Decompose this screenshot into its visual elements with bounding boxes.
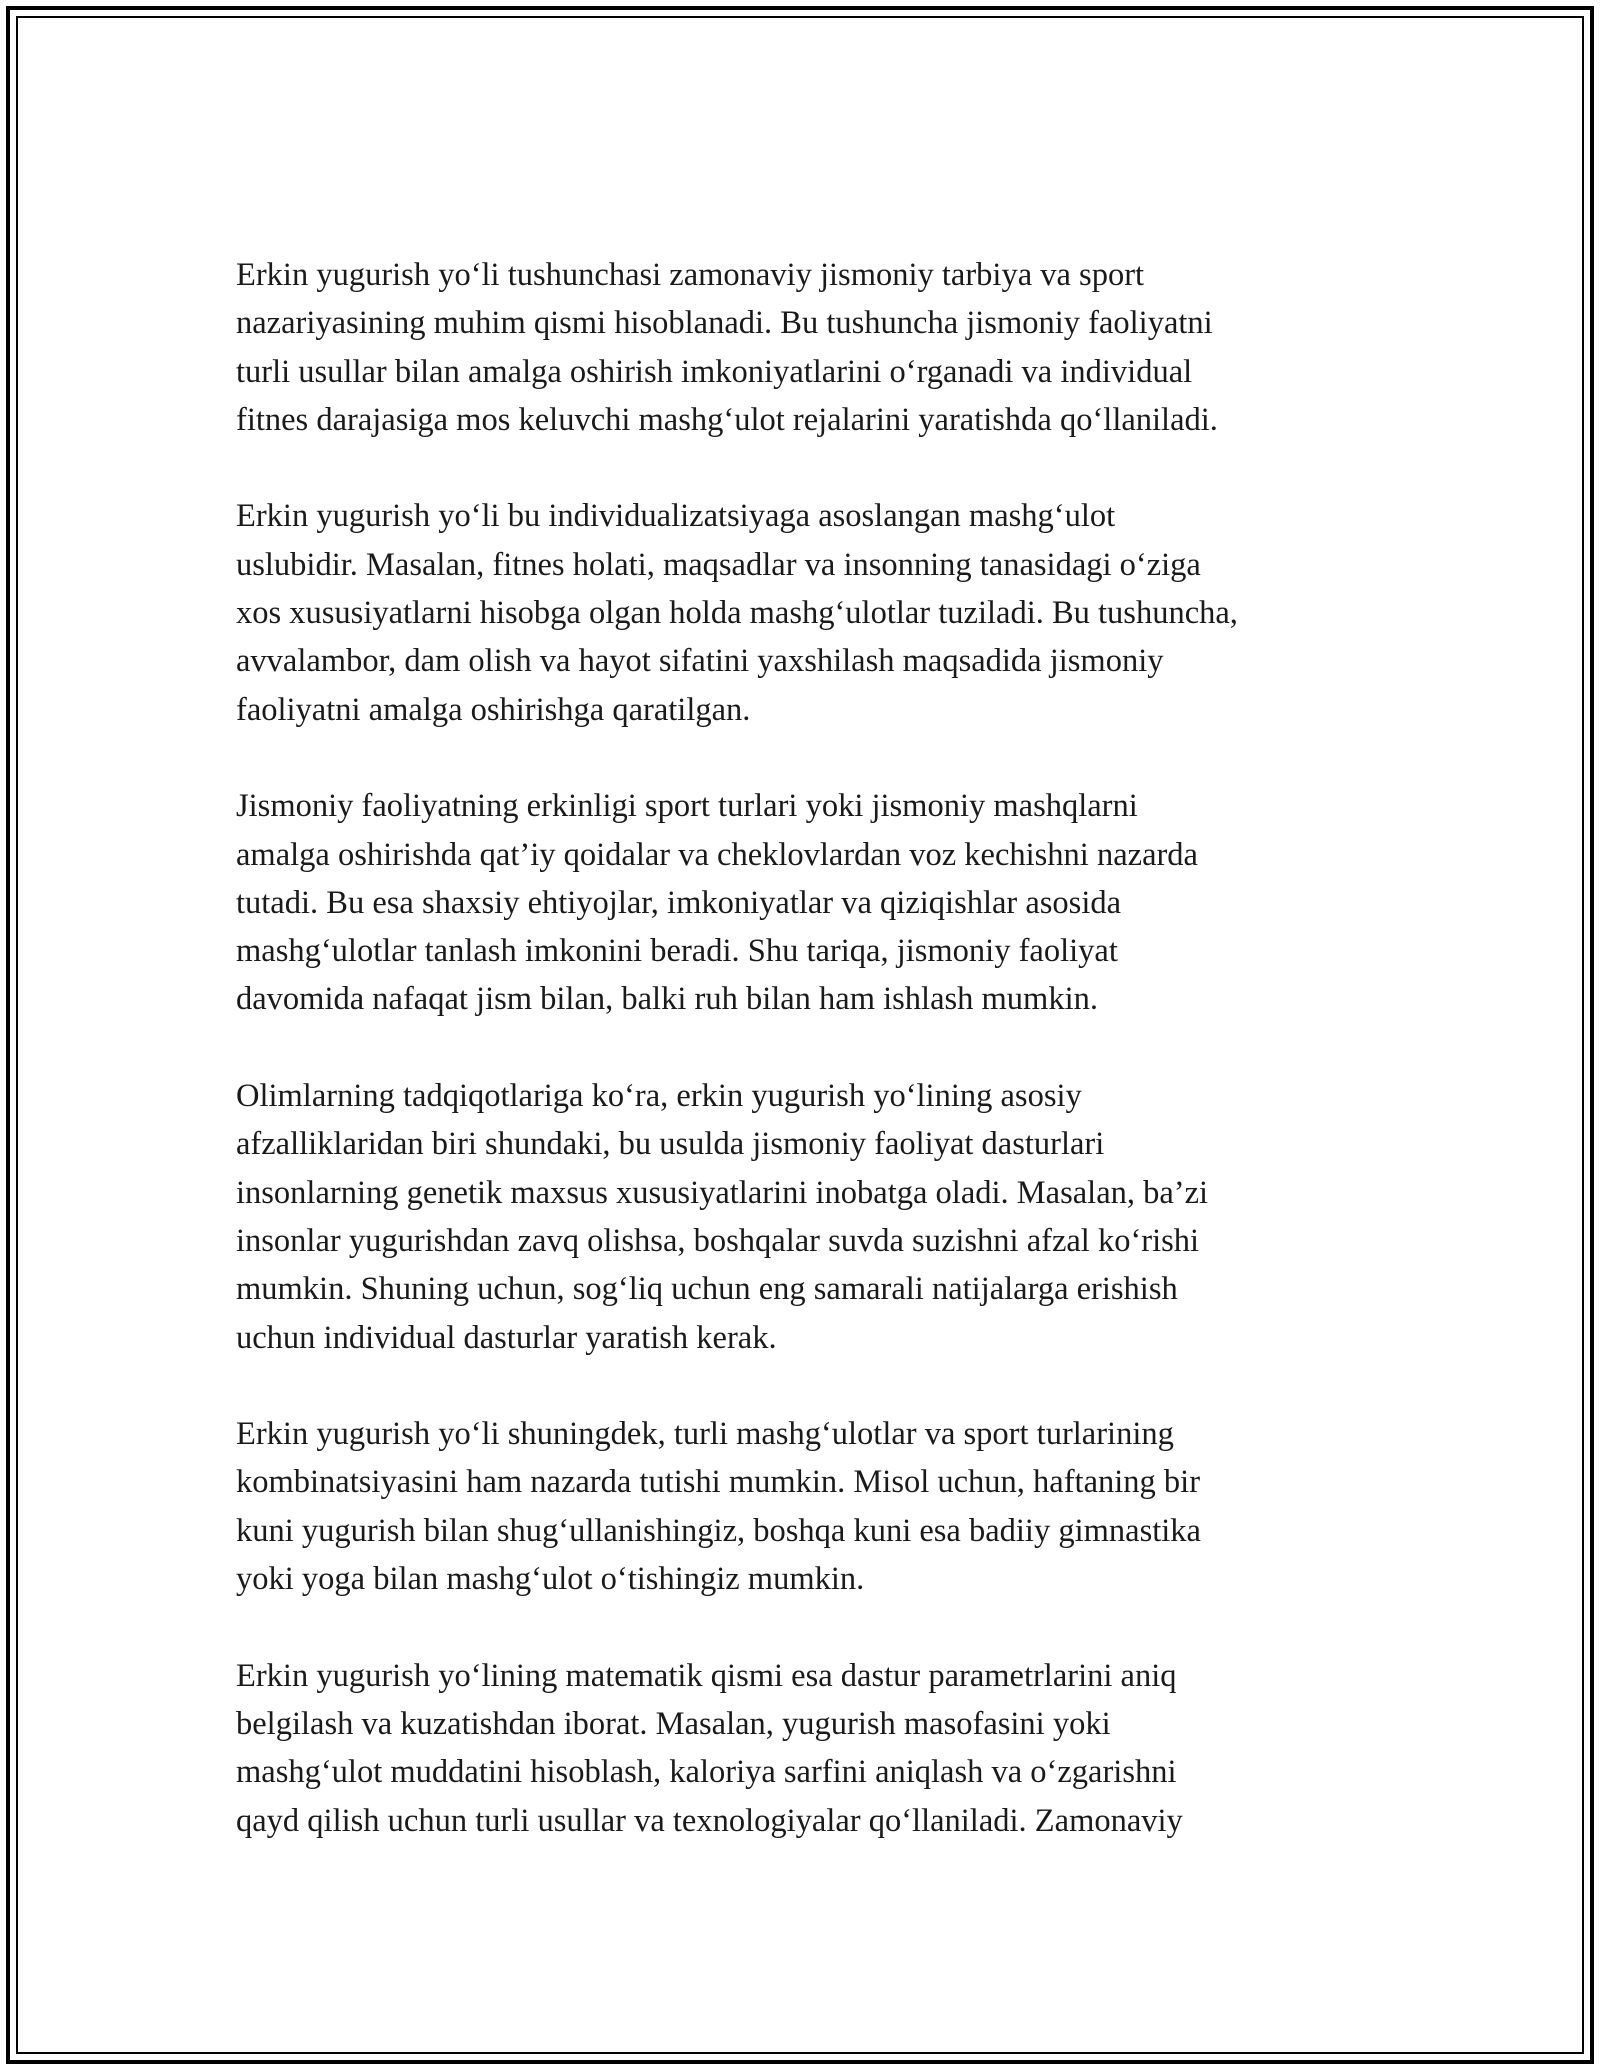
paragraph bbox=[236, 492, 1406, 733]
text-line: davomida nafaqat jism bilan, balki ruh bilan ham ishlash mumkin. bbox=[236, 981, 1098, 1018]
text-line: xos xususiyatlarni hisobga olgan holda mashg‘ulotlar tuziladi. Bu tushuncha, bbox=[236, 595, 1238, 632]
text-line: qayd qilish uchun turli usullar va texnologiyalar qo‘llaniladi. Zamonaviy bbox=[236, 1802, 1183, 1839]
paragraph bbox=[236, 251, 1406, 444]
text-line: uslubidir. Masalan, fitnes holati, maqsadlar va insonning tanasidagi o‘ziga bbox=[236, 546, 1201, 583]
text-line: mumkin. Shuning uchun, sog‘liq uchun eng samarali natijalarga erishish bbox=[236, 1271, 1178, 1308]
text-line: Erkin yugurish yo‘li shuningdek, turli mashg‘ulotlar va sport turlarining bbox=[236, 1416, 1174, 1453]
text-line: yoki yoga bilan mashg‘ulot o‘tishingiz mumkin. bbox=[236, 1561, 865, 1598]
text-line: mashg‘ulot muddatini hisoblash, kaloriya sarfini aniqlash va o‘zgarishni bbox=[236, 1754, 1177, 1791]
text-line: afzalliklaridan biri shundaki, bu usulda jismoniy faoliyat dasturlari bbox=[236, 1126, 1105, 1163]
text-line: faoliyatni amalga oshirishga qaratilgan. bbox=[236, 691, 751, 728]
text-line: tutadi. Bu esa shaxsiy ehtiyojlar, imkoniyatlar va qiziqishlar asosida bbox=[236, 884, 1122, 921]
text-line: belgilash va kuzatishdan iborat. Masalan, yugurish masofasini yoki bbox=[236, 1705, 1111, 1742]
text-line: nazariyasining muhim qismi hisoblanadi. Bu tushuncha jismoniy faoliyatni bbox=[236, 305, 1213, 342]
text-line: avvalambor, dam olish va hayot sifatini yaxshilash maqsadida jismoniy bbox=[236, 643, 1164, 680]
paragraph bbox=[236, 1072, 1406, 1362]
paragraph bbox=[236, 782, 1406, 1023]
text-line: kombinatsiyasini ham nazarda tutishi mumkin. Misol uchun, haftaning bir bbox=[236, 1464, 1201, 1501]
text-line: insonlarning genetik maxsus xususiyatlarini inobatga oladi. Masalan, ba’zi bbox=[236, 1174, 1209, 1211]
text-line: Olimlarning tadqiqotlariga ko‘ra, erkin yugurish yo‘lining asosiy bbox=[236, 1078, 1082, 1115]
text-line: Erkin yugurish yo‘lining matematik qismi esa dastur parametrlarini aniq bbox=[236, 1657, 1177, 1694]
text-line: insonlar yugurishdan zavq olishsa, boshqalar suvda suzishni afzal ko‘rishi bbox=[236, 1222, 1200, 1259]
text-line: Jismoniy faoliyatning erkinligi sport turlari yoki jismoniy mashqlarni bbox=[236, 788, 1138, 825]
paragraph bbox=[236, 1410, 1406, 1603]
paragraph bbox=[236, 1652, 1406, 1845]
text-line: uchun individual dasturlar yaratish kerak. bbox=[236, 1319, 777, 1356]
text-line: kuni yugurish bilan shug‘ullanishingiz, boshqa kuni esa badiiy gimnastika bbox=[236, 1512, 1201, 1549]
text-line: turli usullar bilan amalga oshirish imkoniyatlarini o‘rganadi va individual bbox=[236, 353, 1193, 390]
text-line: Erkin yugurish yo‘li tushunchasi zamonaviy jismoniy tarbiya va sport bbox=[236, 257, 1145, 293]
text-line: mashg‘ulotlar tanlash imkonini beradi. Shu tariqa, jismoniy faoliyat bbox=[236, 933, 1118, 970]
text-line: Erkin yugurish yo‘li bu individualizatsiyaga asoslangan mashg‘ulot bbox=[236, 498, 1116, 535]
document-body bbox=[236, 251, 1406, 1845]
text-line: amalga oshirishda qat’iy qoidalar va cheklovlardan voz kechishni nazarda bbox=[236, 836, 1198, 873]
text-line: fitnes darajasiga mos keluvchi mashg‘ulot rejalarini yaratishda qo‘llaniladi. bbox=[236, 401, 1218, 438]
